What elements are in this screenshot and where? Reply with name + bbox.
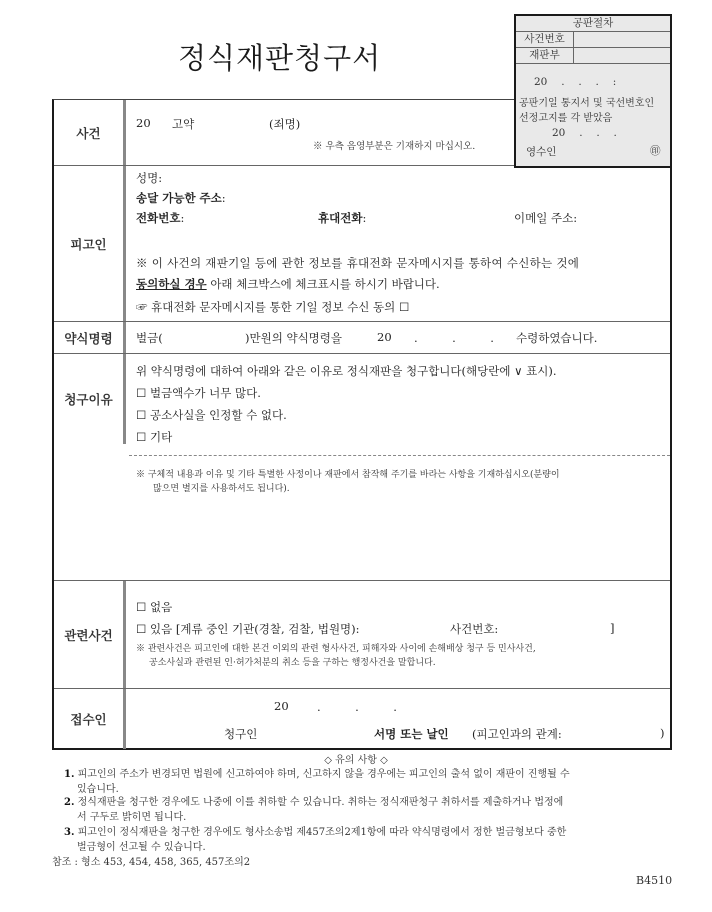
address-label: 송달 가능한 주소 — [136, 191, 222, 205]
consent-emphasis: 동의하실 경우 — [136, 277, 207, 291]
note-text: 피고인이 정식재판을 청구한 경우에도 형사소송법 제457조의2제1항에 따라 약식명령에서 정한 벌금형보다 중한 — [77, 827, 567, 838]
mobile-colon: : — [362, 211, 367, 225]
receipt-date-dots[interactable]: . . . — [317, 700, 397, 714]
receipt-row — [54, 689, 670, 749]
related-content — [129, 581, 670, 688]
claimant-label: 청구인 — [224, 727, 258, 741]
note-text-cont: 서 구두로 밝히면 됩니다. — [77, 812, 187, 823]
reason-detail-input[interactable] — [129, 499, 670, 580]
receipt-content — [129, 689, 670, 749]
reason-detail-note-line2: 많으면 별지를 사용하셔도 됩니다). — [153, 484, 290, 494]
related-none-label: 없음 — [149, 600, 173, 614]
note-item-1 — [64, 767, 570, 797]
checkbox[interactable]: ☐ — [136, 430, 147, 444]
court-division-row — [516, 48, 670, 64]
related-none[interactable] — [136, 599, 172, 615]
note-item-3 — [64, 825, 566, 855]
seal-icon: ㊞ — [650, 145, 661, 157]
summary-order-label: 약식명령 — [54, 322, 126, 353]
defendant-content — [129, 166, 670, 321]
related-label: 관련사건 — [54, 581, 126, 688]
related-exists-label: 있음 [계류 중인 기관(경찰, 검찰, 법원명): — [149, 622, 360, 636]
sms-consent-label: ☞ 휴대전화 문자메시지를 통한 기일 정보 수신 동의 — [136, 300, 396, 314]
court-division-value — [574, 48, 670, 63]
request-form — [52, 99, 672, 750]
note-item-2 — [64, 795, 563, 825]
reason-detail-note — [136, 468, 560, 496]
note-text: 정식재판을 청구한 경우에도 나중에 이를 취하할 수 있습니다. 취하는 정식재판청구 취하서를 제출하거나 법정에 — [77, 797, 564, 808]
note-number: 1. — [64, 769, 75, 780]
related-exists[interactable] — [136, 621, 360, 637]
related-note-line2: 공소사실과 관련된 인·허가처분의 취소 등을 구하는 행정사건을 말합니다. — [149, 658, 436, 668]
reason-option-3-label: 기타 — [149, 430, 173, 444]
court-division-label: 재판부 — [516, 48, 574, 63]
checkbox[interactable]: ☐ — [136, 408, 147, 422]
address-colon: : — [221, 191, 226, 205]
defendant-label: 피고인 — [54, 166, 126, 321]
court-received-date: 20 . . . — [552, 127, 617, 139]
reason-option-2-label: 공소사실을 인정할 수 없다. — [149, 408, 287, 422]
note-number: 3. — [64, 827, 75, 838]
related-case-no-field[interactable]: 사건번호: — [450, 622, 499, 636]
receipt-label: 접수인 — [54, 689, 126, 749]
case-year: 20 — [136, 116, 151, 130]
checkbox[interactable]: ☐ — [136, 622, 147, 636]
case-label: 사건 — [54, 100, 126, 165]
related-close-bracket: ] — [610, 621, 615, 635]
case-type[interactable]: 고약 — [172, 117, 195, 131]
sms-consent-checkbox[interactable]: ☐ — [398, 300, 410, 314]
reason-option-1-label: 벌금액수가 너무 많다. — [149, 386, 261, 400]
related-note-line1: ※ 관련사건은 피고인에 대한 본건 이외의 관련 형사사건, 피해자와 사이에 손해배상 청구 등 민사사건, — [136, 644, 536, 654]
court-notice-line2: 선정고지를 각 받았음 — [519, 113, 613, 124]
sms-notice-line2 — [136, 276, 440, 292]
receipt-year: 20 — [274, 699, 289, 713]
checkbox[interactable]: ☐ — [136, 600, 147, 614]
note-text: 피고인의 주소가 변경되면 법원에 신고하여야 하며, 신고하지 않을 경우에는 피고인의 출석 없이 재판이 진행될 수 — [77, 769, 570, 780]
court-case-number-row — [516, 32, 670, 48]
relation-close: ) — [660, 726, 665, 740]
checkbox[interactable]: ☐ — [136, 386, 147, 400]
phone-label: 전화번호 — [136, 211, 181, 225]
court-case-number-label: 사건번호 — [516, 32, 574, 47]
phone-field[interactable] — [136, 210, 184, 226]
defendant-row — [54, 166, 670, 322]
court-recipient-label: 영수인 — [526, 146, 557, 158]
dashed-divider — [129, 455, 670, 456]
charge-field[interactable]: (죄명) — [269, 117, 301, 131]
court-notice-line1: 공판기일 통지서 및 국선변호인 — [519, 98, 655, 109]
address-field[interactable] — [136, 190, 226, 206]
reason-option-3[interactable] — [136, 429, 172, 445]
mobile-label: 휴대전화 — [318, 211, 363, 225]
reason-label: 청구이유 — [54, 354, 126, 444]
reason-intro: 위 약식명령에 대하여 아래와 같은 이유로 정식재판을 청구합니다(해당란에 ∨ 표시). — [136, 364, 557, 378]
form-code: B4510 — [636, 874, 673, 887]
reason-option-2[interactable] — [136, 407, 287, 423]
reason-content — [129, 354, 670, 580]
court-box-body — [516, 64, 670, 164]
reason-option-1[interactable] — [136, 385, 261, 401]
sms-notice-rest: 아래 체크박스에 체크표시를 하시기 바랍니다. — [206, 277, 440, 291]
court-case-number-value — [574, 32, 670, 47]
reason-row — [54, 354, 670, 581]
order-year: 20 — [377, 330, 392, 344]
order-received-text: 수령하였습니다. — [516, 331, 598, 345]
court-procedure-box — [514, 14, 672, 168]
note-number: 2. — [64, 797, 75, 808]
relation-field[interactable]: (피고인과의 관계: — [472, 727, 562, 741]
fine-amount-text: )만원의 약식명령을 — [245, 331, 343, 345]
reference-line: 참조 : 형소 453, 454, 458, 365, 457조의2 — [52, 857, 251, 868]
summary-order-row — [54, 322, 670, 354]
phone-colon: : — [180, 211, 185, 225]
note-text-cont: 있습니다. — [77, 784, 119, 795]
sms-consent — [136, 299, 409, 315]
page-title: 정식재판청구서 — [178, 41, 382, 75]
notes-title: ◇ 유의 사항 ◇ — [324, 755, 388, 766]
note-text-cont: 벌금형이 선고될 수 있습니다. — [77, 842, 206, 853]
order-date-dots[interactable]: . . . — [414, 331, 494, 345]
court-box-header: 공판절차 — [516, 16, 670, 32]
related-row — [54, 581, 670, 689]
name-field[interactable]: 성명: — [136, 171, 163, 185]
fine-open: 벌금( — [136, 331, 163, 345]
signature-field[interactable]: 서명 또는 날인 — [374, 727, 449, 741]
related-note — [136, 642, 536, 670]
shaded-note: ※ 우측 음영부분은 기재하지 마십시오. — [313, 141, 476, 152]
reason-detail-note-line1: ※ 구체적 내용과 이유 및 기타 특별한 사정이나 재판에서 참작해 주기를 바라는 사항을 기재하십시오(분량이 — [136, 470, 560, 480]
sms-notice-line1: ※ 이 사건의 재판기일 등에 관한 정보를 휴대전화 문자메시지를 통하여 수신하는 것에 — [136, 256, 580, 270]
summary-order-content — [129, 322, 670, 353]
court-date-line: 20 . . . : — [534, 76, 617, 88]
email-field[interactable]: 이메일 주소: — [514, 211, 578, 225]
mobile-field[interactable] — [318, 210, 366, 226]
